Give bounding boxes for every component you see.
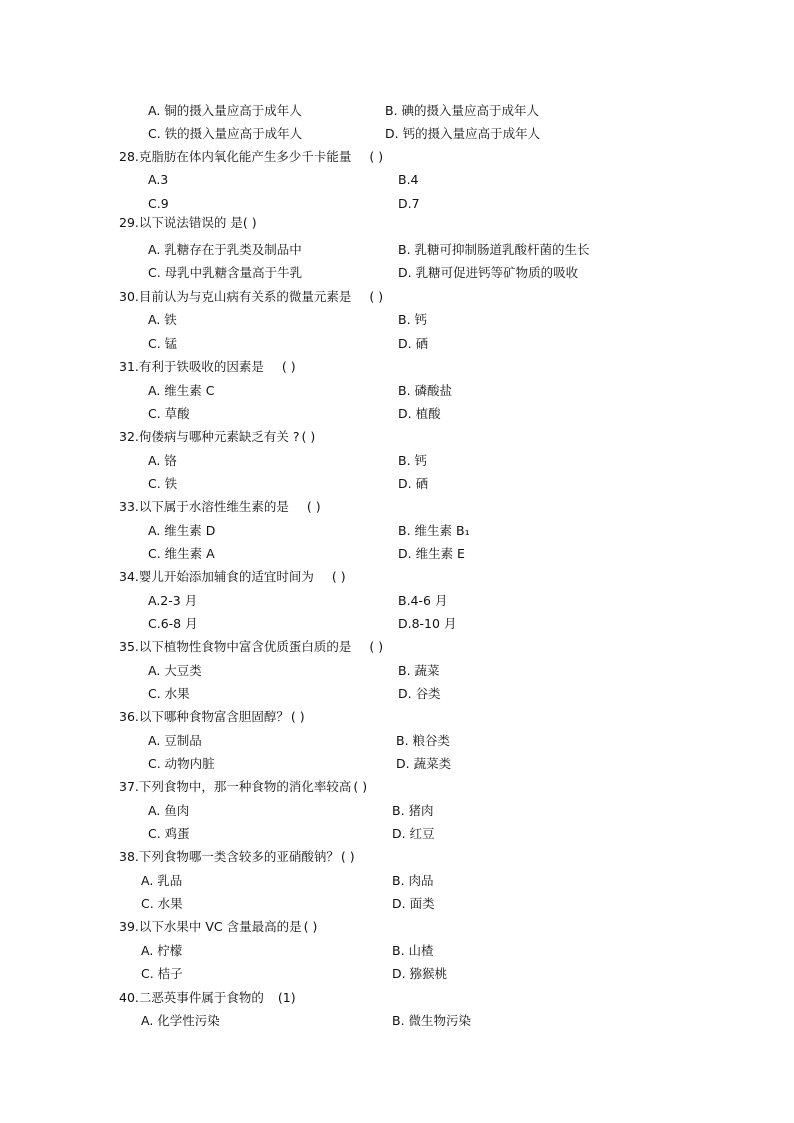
option-c: C. 桔子 — [141, 966, 183, 981]
option-b: B. 肉品 — [392, 873, 434, 888]
option-b: B. 钙 — [398, 312, 428, 327]
option-c: C. 动物内脏 — [148, 756, 215, 771]
question-35: 35.以下植物性食物中富含优质蛋白质的是 ( ) — [119, 639, 384, 654]
option-a: A.3 — [148, 172, 169, 187]
option-c: C. 母乳中乳糖含量高于牛乳 — [148, 265, 303, 280]
option-d: D.7 — [398, 196, 420, 211]
option-c: C. 锰 — [148, 336, 178, 351]
option-d: D. 红豆 — [392, 826, 435, 841]
option-b: B.4 — [398, 172, 419, 187]
option-a: A. 大豆类 — [148, 663, 202, 678]
question-36: 36.以下哪种食物富含胆固醇？ ( ) — [119, 709, 305, 724]
option-b: B. 磷酸盐 — [398, 383, 453, 398]
option-b: B. 维生素 B₁ — [398, 523, 470, 538]
question-40: 40.二恶英事件属于食物的 (1) — [119, 990, 296, 1005]
option-b: B. 猪肉 — [392, 803, 434, 818]
option-b: B. 钙 — [398, 453, 428, 468]
question-38: 38.下列食物哪一类含较多的亚硝酸钠？ ( ) — [119, 849, 355, 864]
option-d: D. 维生素 E — [398, 546, 465, 561]
option-a: A. 鱼肉 — [148, 803, 190, 818]
question-34: 34.婴儿开始添加辅食的适宜时间为 ( ) — [119, 569, 346, 584]
option-d: D.8-10 月 — [398, 616, 457, 631]
option-a: A.2-3 月 — [148, 593, 198, 608]
option-d: D. 植酸 — [398, 406, 441, 421]
option-a: A. 维生素 C — [148, 383, 215, 398]
option-c: C.6-8 月 — [148, 616, 198, 631]
question-29: 29.以下说法错误的 是( ) — [119, 215, 257, 230]
option-c: C. 铁的摄入量应高于成年人 — [148, 126, 303, 141]
option-a: A. 柠檬 — [141, 943, 183, 958]
option-d: D. 谷类 — [398, 686, 441, 701]
question-33: 33.以下属于水溶性维生素的是 ( ) — [119, 499, 321, 514]
question-32: 32.佝偻病与哪种元素缺乏有关 ? ( ) — [119, 429, 316, 444]
option-c: C. 草酸 — [148, 406, 190, 421]
option-c: C. 鸡蛋 — [148, 826, 190, 841]
option-a: A. 乳糖存在于乳类及制品中 — [148, 242, 302, 257]
option-a: A. 铬 — [148, 453, 177, 468]
question-30: 30.目前认为与克山病有关系的微量元素是 ( ) — [119, 289, 384, 304]
option-d: D. 硒 — [398, 336, 429, 351]
option-a: A. 铜的摄入量应高于成年人 — [148, 103, 302, 118]
option-a: A. 化学性污染 — [141, 1013, 220, 1028]
option-c: C. 铁 — [148, 476, 178, 491]
option-b: B.4-6 月 — [398, 593, 448, 608]
option-b: B. 蔬菜 — [398, 663, 440, 678]
option-d: D. 乳糖可促进钙等矿物质的吸收 — [398, 265, 579, 280]
question-31: 31.有利于铁吸收的因素是 ( ) — [119, 359, 296, 374]
option-d: D. 钙的摄入量应高于成年人 — [385, 126, 541, 141]
option-a: A. 铁 — [148, 312, 177, 327]
option-d: D. 猕猴桃 — [392, 966, 448, 981]
option-a: A. 乳品 — [141, 873, 183, 888]
option-b: B. 乳糖可抑制肠道乳酸杆菌的生长 — [398, 242, 590, 257]
question-39: 39.以下水果中 VC 含量最高的是 ( ) — [119, 919, 318, 934]
option-b: B. 粮谷类 — [396, 733, 451, 748]
option-d: D. 面类 — [392, 896, 435, 911]
option-c: C. 水果 — [148, 686, 190, 701]
option-b: B. 山楂 — [392, 943, 434, 958]
option-c: C.9 — [148, 196, 169, 211]
option-a: A. 豆制品 — [148, 733, 202, 748]
option-d: D. 蔬菜类 — [396, 756, 452, 771]
option-b: B. 碘的摄入量应高于成年人 — [385, 103, 540, 118]
option-a: A. 维生素 D — [148, 523, 216, 538]
question-28: 28.克脂肪在体内氧化能产生多少千卡能量 ( ) — [119, 149, 384, 164]
option-c: C. 水果 — [141, 896, 183, 911]
question-37: 37.下列食物中，那一种食物的消化率较高 ( ) — [119, 779, 368, 794]
option-d: D. 硒 — [398, 476, 429, 491]
option-b: B. 微生物污染 — [392, 1013, 472, 1028]
option-c: C. 维生素 A — [148, 546, 215, 561]
